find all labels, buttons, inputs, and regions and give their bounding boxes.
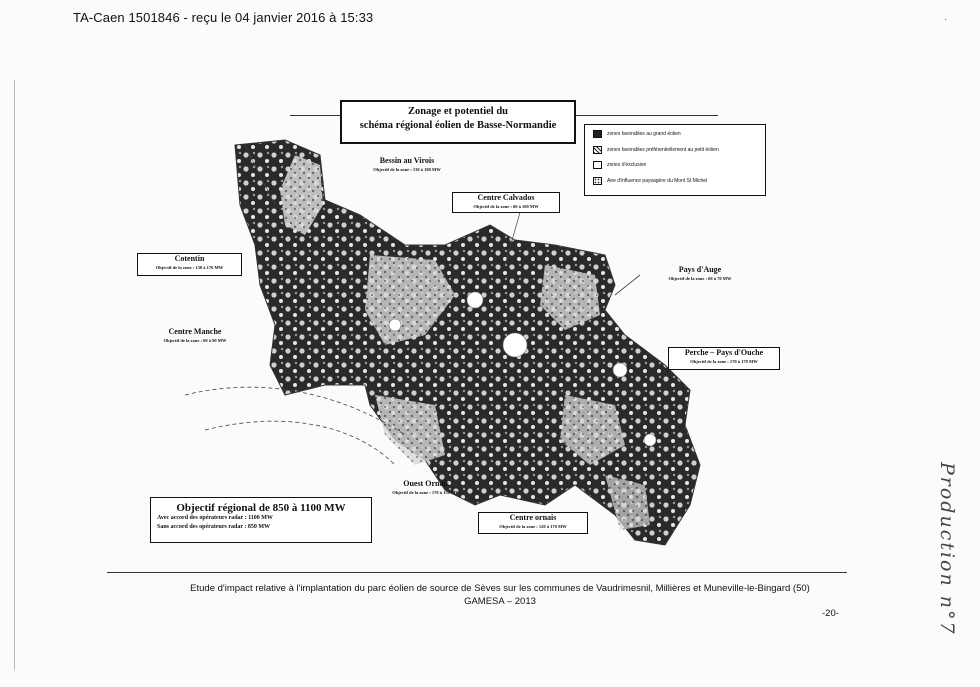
legend-label: zones d'exclusion	[607, 162, 647, 168]
zone-name: Centre ornais	[509, 513, 557, 522]
zone-name: Pays d'Auge	[678, 265, 722, 274]
fax-header: TA-Caen 1501846 - reçu le 04 janvier 2016 à 15:33	[73, 10, 374, 25]
legend-label: zones favorables au grand éolien	[607, 131, 681, 137]
map-title-line2: schéma régional éolien de Basse-Normandie	[359, 120, 557, 131]
map-legend	[584, 124, 766, 196]
empty-square-icon	[593, 161, 602, 169]
legend-item	[593, 161, 646, 169]
regional-objective-box	[150, 497, 372, 543]
regional-objective-line: Avec accord des opérateurs radar : 1100 MW	[157, 515, 273, 521]
zone-objective: Objectif de la zone : 60 à 70 MW	[668, 276, 732, 281]
caption-line2: GAMESA – 2013	[464, 596, 536, 607]
page-number: -20-	[822, 608, 839, 619]
handwritten-annotation: Production n°7	[936, 462, 958, 636]
hatched-square-icon	[593, 146, 602, 154]
zone-label-bessin	[352, 156, 462, 173]
legend-item	[593, 177, 707, 185]
zone-name: Bessin au Virois	[379, 156, 435, 165]
scan-margin-line	[14, 80, 15, 670]
legend-item	[593, 146, 719, 154]
zone-objective: Objectif de la zone : 130 à 170 MW	[155, 265, 224, 270]
zone-name: Cotentin	[174, 254, 205, 263]
zone-objective: Objectif de la zone : 170 à 170 MW	[690, 359, 758, 364]
zone-objective: Objectif de la zone : 60 à 90 MW	[163, 338, 227, 343]
legend-label: zones favorables préférentiellement au petit éolien	[607, 147, 719, 153]
dotted-square-icon	[593, 177, 602, 185]
zone-name: Perche – Pays d'Ouche	[684, 348, 764, 357]
zone-label-centre-calvados	[452, 192, 560, 213]
regional-objective-line: Sans accord des opérateurs radar : 850 MW	[157, 524, 271, 530]
corner-mark: ·	[944, 14, 948, 25]
legend-label: Aire d'influence paysagère du Mont St Michel	[607, 178, 708, 184]
legend-item	[593, 130, 681, 138]
dark-square-icon	[593, 130, 602, 138]
zone-objective: Objectif de la zone : 120 à 170 MW	[499, 524, 567, 529]
footer-rule	[107, 572, 847, 573]
map-title	[340, 100, 576, 144]
zone-objective: Objectif de la zone : 60 à 100 MW	[473, 204, 539, 209]
zone-name: Centre Manche	[168, 327, 222, 336]
zone-label-centre-ornais	[478, 512, 588, 534]
zone-label-pays-auge	[650, 265, 750, 282]
zone-objective: Objectif de la zone : 170 à 150 MW	[392, 490, 460, 495]
zone-label-ouest-ornais	[378, 479, 474, 496]
zone-label-perche	[668, 347, 780, 370]
zone-name: Ouest Ornais	[403, 479, 449, 488]
zone-label-centre-manche	[150, 327, 240, 344]
document-caption	[150, 582, 850, 608]
map-title-line1: Zonage et potentiel du	[407, 106, 509, 117]
zone-objective: Objectif de la zone : 130 à 180 MW	[373, 167, 441, 172]
caption-line1: Etude d'impact relative à l'implantation du parc éolien de source de Sèves sur les communes de Vaudrimesnil, Millières et Muneville-le-Bingard (50)	[190, 583, 810, 594]
zone-label-cotentin	[137, 253, 242, 276]
regional-objective-title: Objectif régional de 850 à 1100 MW	[176, 502, 346, 514]
zone-name: Centre Calvados	[477, 193, 535, 202]
